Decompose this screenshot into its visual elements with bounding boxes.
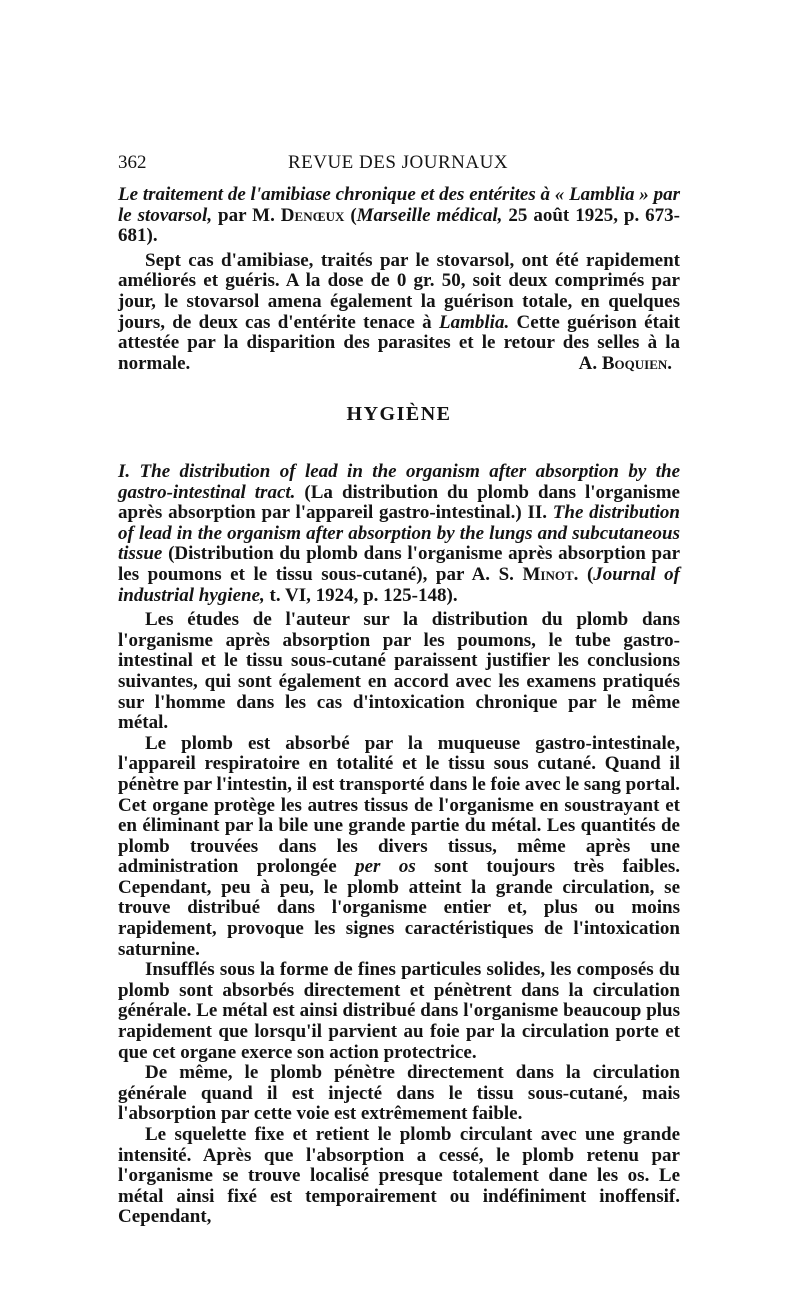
running-title: REVUE DES JOURNAUX	[287, 152, 509, 173]
section-heading: HYGIÈNE	[346, 403, 452, 425]
article-1-signature: A. Boquien.	[578, 352, 672, 374]
paragraph: Le plomb est absorbé par la muqueuse gastro-intestinale, l'appareil respiratoire en totalité et le tissu sous cutané. Quand il pénètre par l'intestin, il est transporté dans le foie avec le sang portal. Cet organe protège les autres tissus de l'organisme en soustrayant et en éliminant par la bile une grande partie du métal. Les quantités de plomb trouvées dans les divers tissus, même après une administration prolongée per os sont toujours très faibles. Cependant, peu à peu, le plomb atteint la grande circulation, se trouve distribué dans l'organisme entier et, plus ou moins rapidement, provoque les signes caractéristiques de l'intoxication saturnine.	[118, 732, 680, 960]
article-1-reference: Le traitement de l'amibiase chronique et des entérites à « Lamblia » par le stovarsol, par M. Denœux (Marseille médical, 25 août 1925, p. 673-681).	[118, 184, 680, 247]
article-2-journal: Journal of industrial hygiene,	[118, 563, 680, 606]
running-head	[118, 152, 678, 176]
article-2-title-2: The distribution of lead in the organism after absorption by the lungs and subcutaneous tissue	[118, 502, 680, 565]
paragraph: Insufflés sous la forme de fines particules solides, les composés du plomb sont absorbés directement et pénètrent dans la circulation générale. Le métal est ainsi distribué dans l'organisme beaucoup plus rapidement que lorsqu'il parvient au foie par la circulation porte et que cet organe exerce son action protectrice.	[118, 959, 680, 1063]
article-1-journal: Marseille médical,	[356, 204, 503, 226]
article-1	[118, 185, 680, 374]
article-2-reference: I. The distribution of lead in the organism after absorption by the gastro-intestinal tract. (La distribution du plomb dans l'organisme après absorption par l'appareil gastro-intestinal.) II. The distribution of lead in the organism after absorption by the lungs and subcutaneous tissue (Distribution du plomb dans l'organisme après absorption par les poumons et le tissu sous-cutané), par A. S. Minot. (Journal of industrial hygiene, t. VI, 1924, p. 125-148).	[118, 461, 680, 606]
article-1-body: Sept cas d'amibiase, traités par le stovarsol, ont été rapidement améliorés et guéris. A la dose de 0 gr. 50, soit deux comprimés par jour, le stovarsol amena également la guérison totale, en quelques jours, de deux cas d'entérite tenace à Lamblia. Cette guérison était attestée par la disparition des parasites et le retour des selles à la normale.	[118, 249, 680, 374]
paragraph: De même, le plomb pénètre directement dans la circulation générale quand il est injecté dans le tissu sous-cutané, mais l'absorption par cette voie est extrêmement faible.	[118, 1062, 680, 1125]
article-2	[118, 462, 680, 1228]
article-2-author: Minot.	[522, 563, 579, 585]
paragraph: Les études de l'auteur sur la distribution du plomb dans l'organisme après absorption par les poumons, le tube gastro-intestinal et le tissu sous-cutané paraissent justifier les conclusions suivantes, qui sont également en accord avec les examens pratiqués sur l'homme dans les cas d'intoxication chronique par le même métal.	[118, 609, 680, 734]
article-1-author: Denœux	[280, 204, 345, 226]
paragraph: Le squelette fixe et retient le plomb circulant avec une grande intensité. Après que l'absorption a cessé, le plomb retenu par l'organisme se trouve localisé presque totalement dane les os. Le métal ainsi fixé est temporairement ou indéfiniment inoffensif. Cependant,	[118, 1124, 680, 1228]
article-2-title-1: I. The distribution of lead in the organism after absorption by the gastro-intestinal tract.	[118, 461, 680, 503]
page-number: 362	[118, 152, 147, 173]
article-1-title: Le traitement de l'amibiase chronique et des entérites à « Lamblia » par le stovarsol,	[118, 184, 680, 226]
